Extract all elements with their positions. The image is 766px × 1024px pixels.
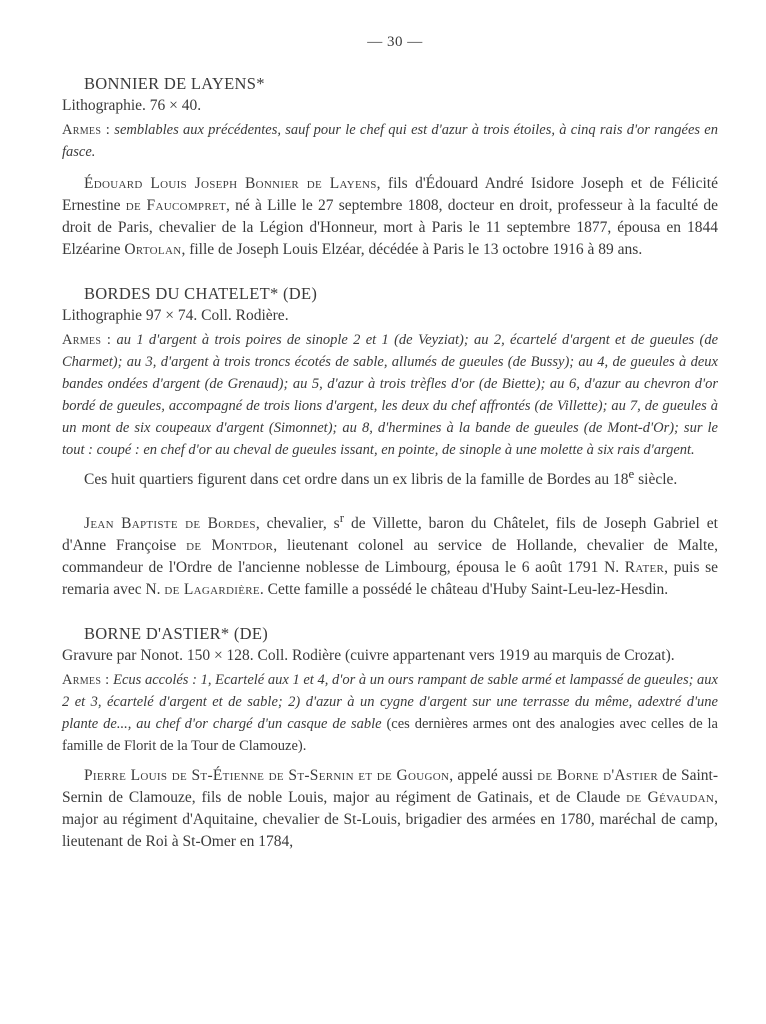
entry-bonnier-de-layens xyxy=(62,73,718,261)
armes-label: Armes : xyxy=(62,671,110,688)
person-name: Jean Baptiste de Bordes xyxy=(84,514,256,532)
person-name: de Montdor xyxy=(186,536,274,554)
entry-title: BORDES DU CHATELET* (DE) xyxy=(84,284,318,303)
note-paragraph xyxy=(62,463,718,491)
armes-description xyxy=(62,119,718,163)
armes-text: au 1 d'argent à trois poires de sinople 2 et 1 (de Veyziat); au 2, écartelé d'argent et de gueules (de Charmet); au 3, d'argent à trois troncs écotés de sable, allumés de gueules (de Bussy); au 4, de gueules à deux bandes ondées d'argent (de Grenaud); au 5, d'azur à trois trèfles d'or (de Biette); au 6, d'azur au chevron d'or bordé de gueules, accompagné de trois lions d'argent, les deux du chef affrontés (de Villette); au 7, de gueules à un mont de six coupeaux d'argent (Simonnet); au 8, d'hermines à la bande de gueules (de Mont-d'Or); sur le tout : coupé : en chef d'or au cheval de gueules issant, en pointe, de sinople à une molette à six rais d'argent. xyxy=(62,332,719,458)
person-name: Pierre Louis de St-Étienne de St-Sernin et de Gougon xyxy=(84,766,450,784)
page-number: — 30 — xyxy=(367,34,423,50)
note-text: Ces huit quartiers figurent dans cet ordre dans un ex libris de la famille de Bordes au 18 xyxy=(84,471,629,489)
entry-title: BORNE D'ASTIER* (DE) xyxy=(84,623,269,643)
biography-paragraph xyxy=(62,765,718,853)
person-name: de Faucompret xyxy=(125,197,227,214)
person-name: Ortolan xyxy=(124,241,182,258)
superscript: r xyxy=(339,509,345,525)
armes-note: (ces dernières armes ont des analogies avec celles de la famille de Florit de la Tour de Clamouze). xyxy=(62,715,718,754)
bio-text: , né à Lille le 27 septembre 1808, docteur en droit, professeur à la faculté de droit de Paris, chevalier de la Légion d'Honneur, mort à Paris le 11 septembre 1877, épousa en 1844 Elzéarine xyxy=(62,197,718,258)
entry-bordes-du-chatelet xyxy=(62,283,718,601)
bio-text: , fille de Joseph Louis Elzéar, décédée à Paris le 13 octobre 1916 à 89 ans. xyxy=(181,241,643,258)
entry-medium: Lithographie. 76 × 40. xyxy=(62,97,202,114)
armes-text: semblables aux précédentes, sauf pour le chef qui est d'azur à trois étoiles, à cinq rais d'or rangées en fasce. xyxy=(62,122,718,160)
armes-description xyxy=(62,669,718,757)
bio-text: . Cette famille a possédé le château d'Huby Saint-Leu-lez-Hesdin. xyxy=(259,580,669,598)
bio-text: , chevalier, s xyxy=(255,514,340,532)
entry-title: BONNIER DE LAYENS* xyxy=(84,74,265,93)
document-page xyxy=(62,34,718,868)
person-name: Édouard Louis Joseph Bonnier de Layens xyxy=(84,175,377,192)
person-name: de Gévaudan xyxy=(626,788,715,806)
bio-text: , puis se remaria avec N. xyxy=(62,558,719,598)
bio-text: , fils d'Édouard André Isidore Joseph et de Félicité Ernestine xyxy=(62,175,718,214)
biography-paragraph xyxy=(62,173,718,261)
bio-text: , lieutenant colonel au service de Hollande, chevalier de Malte, commandeur de l'Ordre de l'ancienne noblesse de Limbourg, épousa le 6 août 1791 N. xyxy=(62,536,718,576)
note-text: siècle. xyxy=(634,471,678,489)
armes-text: Ecus accolés : 1, Ecartelé aux 1 et 4, d'or à un ours rampant de sable armé et lampassé de gueules; aux 2 et 3, écartelé d'argent et de sable; 2) d'azur à un cygne d'argent sur une terrasse du même, adextré d'une plante de..., au chef d'or chargé d'un casque de sable xyxy=(62,671,718,732)
person-name: de Borne d'Astier xyxy=(537,766,658,784)
bio-text: de Saint-Sernin de Clamouze, fils de noble Louis, major au régiment de Gatinais, et de Claude xyxy=(62,766,718,806)
person-name: Rater xyxy=(624,558,665,576)
entry-medium: Lithographie 97 × 74. Coll. Rodière. xyxy=(62,307,289,324)
person-name: de Lagardière xyxy=(164,580,260,598)
superscript: e xyxy=(628,466,635,481)
armes-label: Armes : xyxy=(62,332,112,348)
biography-paragraph xyxy=(62,507,718,601)
entry-borne-d-astier xyxy=(62,623,718,853)
armes-description xyxy=(62,329,718,461)
armes-label: Armes : xyxy=(62,122,111,138)
entry-medium: Gravure par Nonot. 150 × 128. Coll. Rodière (cuivre appartenant vers 1919 au marquis de Crozat). xyxy=(62,646,675,664)
bio-text: , appelé aussi xyxy=(449,766,538,784)
bio-text: de Villette, baron du Châtelet, fils de Joseph Gabriel et d'Anne Françoise xyxy=(62,514,718,554)
bio-text: , major au régiment d'Aquitaine, chevalier de St-Louis, brigadier des armées en 1780, maréchal de camp, lieutenant de Roi à St-Omer en 1784, xyxy=(62,788,719,850)
